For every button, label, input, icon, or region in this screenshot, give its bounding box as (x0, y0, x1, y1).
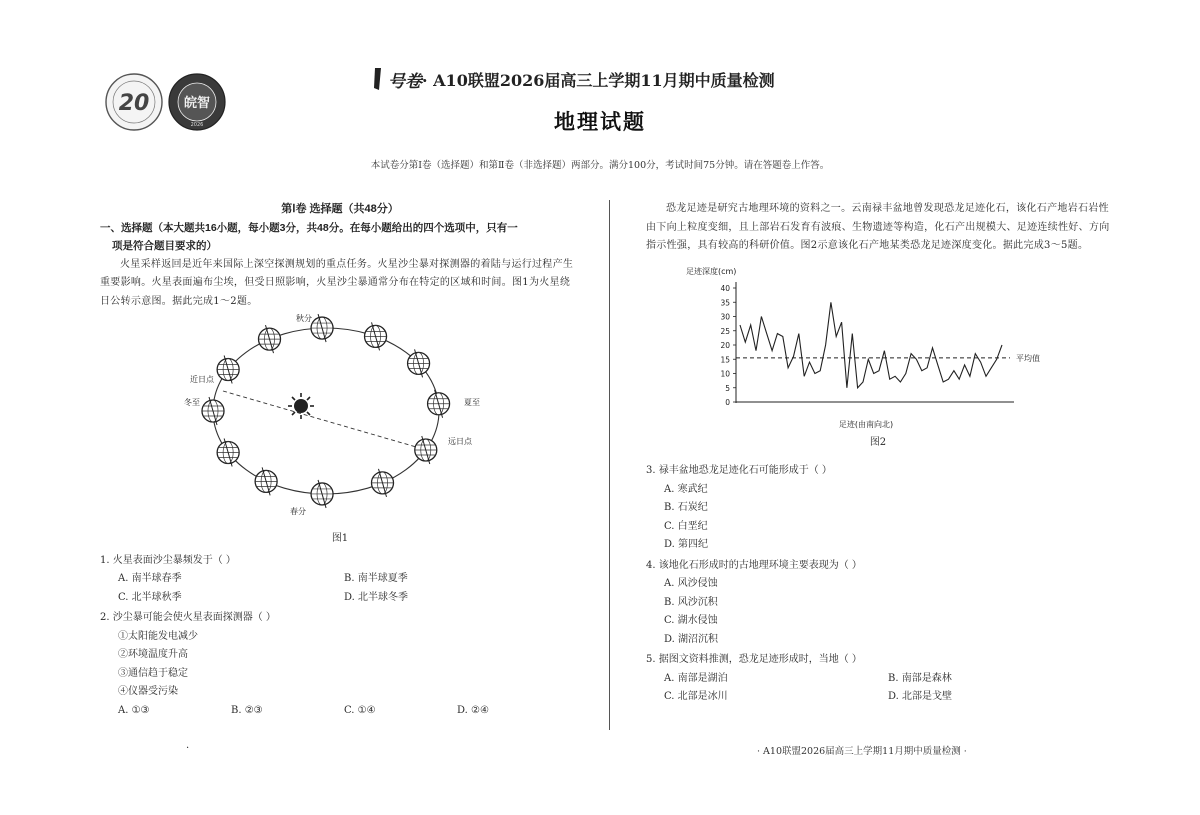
seal-year: 20 (118, 91, 150, 116)
chart-x-axis-label: 足迹(由南向北) (838, 419, 894, 429)
mars-globe-icon (311, 314, 333, 342)
chart-average-label: 平均值 (1016, 353, 1040, 363)
figure-2 (646, 262, 1116, 434)
question-2 (100, 609, 580, 720)
passage-1: 火星采样返回是近年来国际上深空探测规划的重点任务。火星沙尘暴对探测器的着陆与运行过程产生重要影响。火星表面遍布尘埃，但受日照影响，火星沙尘暴通常分布在特定的区域和时间。图1为火星绕日公转示意图。据此完成1～2题。 (100, 258, 574, 307)
footprint-depth-chart (646, 262, 1116, 434)
question-1-option-c[interactable]: C. 北半球秋季 (118, 591, 182, 603)
question-3-option-a[interactable]: A. 寒武纪 (664, 483, 708, 495)
chart-y-tick-label: 15 (720, 354, 730, 364)
mars-globe-icon (428, 390, 450, 418)
mars-globe-icon (372, 469, 394, 497)
question-5-option-d[interactable]: D. 北部是戈壁 (888, 691, 953, 702)
chart-y-tick-label: 25 (720, 326, 730, 336)
exam-title: · A10联盟2026届高三上学期11月期中质量检测 (422, 70, 775, 90)
subject-title: 地理试题 (554, 109, 646, 134)
question-2-option-c[interactable]: C. ①④ (344, 704, 376, 716)
section-instruction-1: 一、选择题（本大题共16小题，每小题3分，共48分。在每小题给出的四个选项中，只有一 (100, 221, 518, 234)
chart-y-tick-label: 0 (725, 397, 730, 407)
question-2-option-a[interactable]: A. ①③ (118, 704, 150, 716)
question-1-stem: 1. 火星表面沙尘暴频发于（ ） (100, 554, 236, 566)
question-2-stem: 2. 沙尘暴可能会使火星表面探测器（ ） (100, 612, 276, 623)
brand-text: 号卷 (388, 71, 422, 92)
question-4 (646, 557, 1116, 650)
question-4-option-c[interactable]: C. 湖水侵蚀 (664, 615, 718, 626)
question-3-option-b[interactable]: B. 石炭纪 (664, 502, 708, 513)
question-4-option-b[interactable]: B. 风沙沉积 (664, 596, 718, 608)
mars-globe-icon (311, 480, 333, 508)
exam-intro: 本试卷分第Ⅰ卷（选择题）和第Ⅱ卷（非选择题）两部分。满分100分，考试时间75分钟。请在答题卷上作答。 (370, 160, 830, 171)
question-5-option-a[interactable]: A. 南部是湖泊 (664, 672, 728, 684)
figure-1-caption: 图1 (331, 533, 349, 544)
mars-positions (202, 314, 450, 508)
footer-left-mark: . (186, 740, 190, 751)
question-1-option-d[interactable]: D. 北半球冬季 (344, 591, 409, 603)
question-5 (646, 651, 1116, 707)
label-aphelion: 远日点 (448, 437, 472, 446)
label-spring-equinox: 春分 (290, 507, 306, 516)
question-3-stem: 3. 禄丰盆地恐龙足迹化石可能形成于（ ） (646, 465, 832, 476)
question-5-options-row-1 (646, 670, 1116, 689)
question-1-option-b[interactable]: B. 南半球夏季 (344, 573, 408, 584)
section-title: 第Ⅰ卷 选择题（共48分） (281, 203, 399, 215)
chart-series-line (740, 302, 1002, 388)
question-5-stem: 5. 据图文资料推测，恐龙足迹形成时，当地（ ） (646, 654, 862, 665)
label-autumn-equinox: 秋分 (296, 314, 312, 323)
question-5-options-row-2 (646, 688, 1116, 707)
question-2-option-b[interactable]: B. ②③ (231, 704, 263, 716)
left-column (100, 200, 580, 720)
right-column (646, 200, 1116, 707)
chart-y-tick-label: 10 (720, 369, 730, 378)
brush-logo-icon (372, 67, 384, 91)
exam-title-bar (372, 64, 852, 94)
chart-y-tick-label: 5 (725, 383, 730, 393)
mars-globe-icon (255, 467, 277, 495)
figure-2-caption: 图2 (869, 436, 887, 448)
mars-orbit-diagram (100, 311, 580, 526)
column-divider (609, 200, 610, 730)
question-1-options-row-2 (100, 589, 580, 608)
question-5-option-b[interactable]: B. 南部是森林 (888, 672, 952, 684)
question-5-option-c[interactable]: C. 北部是冰川 (664, 691, 728, 702)
chart-y-tick-label: 35 (720, 297, 730, 307)
mars-globe-icon (217, 439, 239, 467)
question-2-statement-3: ③通信趋于稳定 (118, 667, 188, 679)
sun-icon (288, 393, 314, 419)
question-2-statement-4: ④仪器受污染 (118, 686, 178, 697)
question-3-option-d[interactable]: D. 第四纪 (664, 539, 709, 550)
footer-text: · A10联盟2026届高三上学期11月期中质量检测 · (757, 746, 967, 757)
question-2-statement-2: ②环境温度升高 (118, 649, 188, 660)
question-3-option-c[interactable]: C. 白垩纪 (664, 520, 708, 532)
chart-y-axis-label: 足迹深度(cm) (686, 266, 737, 276)
question-1-option-a[interactable]: A. 南半球春季 (118, 573, 182, 584)
question-3 (646, 462, 1116, 555)
chart-y-tick-label: 20 (720, 340, 730, 350)
section-instruction-2: 项是符合题目要求的） (112, 240, 217, 252)
question-2-option-d[interactable]: D. ②④ (457, 704, 489, 716)
wanzhi-center-text: 皖智 (183, 96, 211, 111)
passage-2: 恐龙足迹是研究古地理环境的资料之一。云南禄丰盆地曾发现恐龙足迹化石，该化石产地岩石岩性由下向上粒度变细，且上部岩石发育有波痕、生物遗迹等构造，化石产出规模大、足迹连续性好、方向指示性强，具有较高的科研价值。图2示意该化石产地某类恐龙足迹深度变化。据此完成3～5题。 (646, 203, 1110, 251)
label-perihelion: 近日点 (190, 375, 214, 384)
question-1 (100, 552, 580, 608)
label-summer-solstice: 夏至 (464, 398, 480, 407)
mars-globe-icon (365, 322, 387, 350)
chart-y-tick-label: 30 (720, 312, 730, 321)
mars-globe-icon (259, 325, 281, 353)
figure-1 (100, 311, 580, 526)
question-1-options-row-1 (100, 570, 580, 589)
question-4-option-a[interactable]: A. 风沙侵蚀 (664, 578, 718, 589)
label-winter-solstice: 冬至 (184, 398, 200, 407)
mars-globe-icon (202, 397, 224, 425)
question-2-options (100, 702, 580, 721)
mars-globe-icon (217, 356, 239, 384)
question-4-option-d[interactable]: D. 湖沼沉积 (664, 633, 719, 645)
chart-y-tick-label: 40 (720, 283, 730, 293)
question-2-statement-1: ①太阳能发电减少 (118, 630, 198, 642)
question-4-stem: 4. 该地化石形成时的古地理环境主要表现为（ ） (646, 559, 862, 571)
wanzhi-year: 2026 (190, 122, 204, 128)
